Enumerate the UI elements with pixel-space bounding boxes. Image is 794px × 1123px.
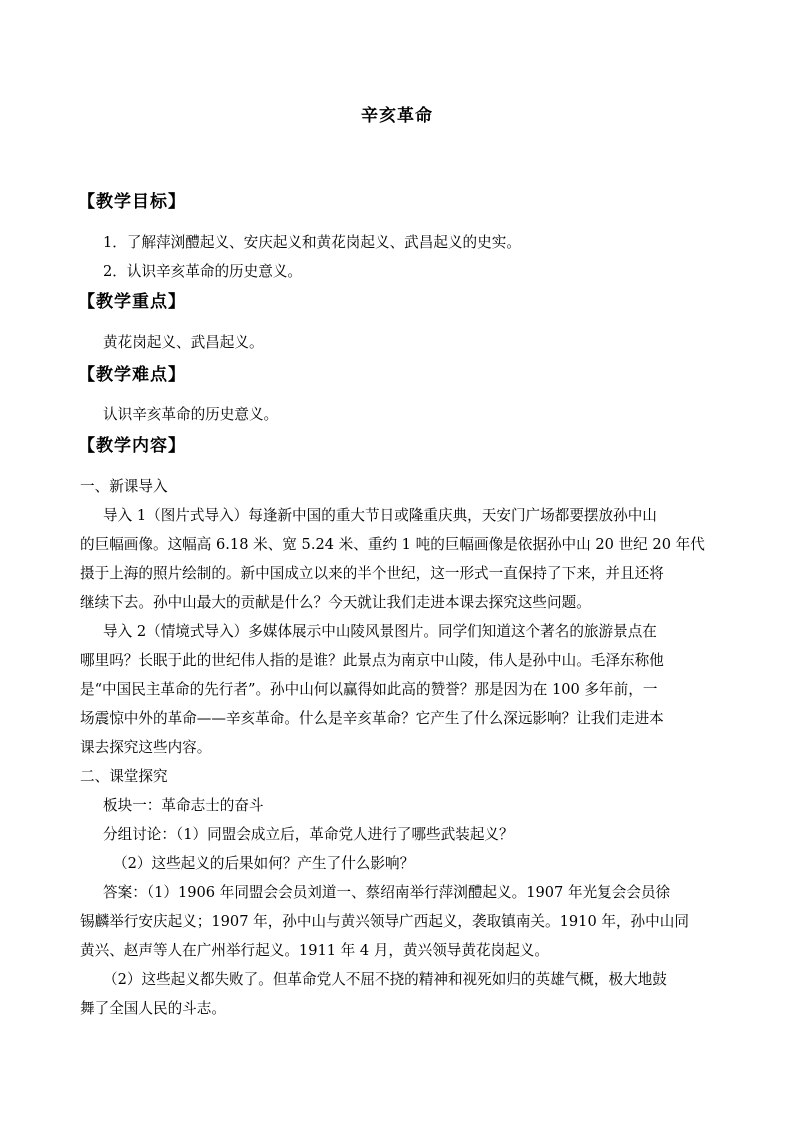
discussion-question: （2）这些起义的后果如何？产生了什么影响？ bbox=[113, 855, 415, 872]
intro2-line: 哪里吗？长眠于此的世纪伟人指的是谁？此景点为南京中山陵，伟人是孙中山。毛泽东称他 bbox=[80, 652, 664, 669]
part-heading-intro: 一、新课导入 bbox=[80, 478, 168, 495]
intro2-line: 是“中国民主革命的先行者”。孙中山何以赢得如此高的赞誉？那是因为在 100 多年前，一 bbox=[80, 681, 658, 698]
discussion-question: 分组讨论：（1）同盟会成立后，革命党人进行了哪些武装起义？ bbox=[103, 826, 514, 843]
section-heading-content: 【教学内容】 bbox=[78, 436, 186, 456]
objective-item: 1．了解萍浏醴起义、安庆起义和黄花岗起义、武昌起义的史实。 bbox=[103, 234, 521, 251]
intro2-line: 课去探究这些内容。 bbox=[80, 739, 212, 756]
answer2-line: （2）这些起义都失败了。但革命党人不屈不挠的精神和视死如归的英雄气概，极大地鼓 bbox=[103, 971, 667, 988]
intro1-line: 的巨幅画像。这幅高 6.18 米、宽 5.24 米、重约 1 吨的巨幅画像是依据孙中山 20 世纪 20 年代 bbox=[80, 536, 705, 553]
section-heading-key-points: 【教学重点】 bbox=[78, 292, 186, 312]
answer1-line: 锡麟举行安庆起义；1907 年，孙中山与黄兴领导广西起义，袭取镇南关。1910 年，孙中山同 bbox=[80, 913, 689, 930]
section-heading-difficulties: 【教学难点】 bbox=[78, 365, 186, 385]
answer1-line: 黄兴、赵声等人在广州举行起义。1911 年 4 月，黄兴领导黄花岗起义。 bbox=[80, 942, 549, 959]
answer2-line: 舞了全国人民的斗志。 bbox=[80, 1000, 226, 1017]
part-heading-exploration: 二、课堂探究 bbox=[80, 768, 168, 785]
answer1-line: 答案：（1）1906 年同盟会会员刘道一、蔡绍南举行萍浏醴起义。1907 年光复会会员徐 bbox=[103, 884, 671, 901]
section-heading-objectives: 【教学目标】 bbox=[78, 192, 186, 212]
intro1-line: 摄于上海的照片绘制的。新中国成立以来的半个世纪，这一形式一直保持了下来，并且还将 bbox=[80, 565, 664, 582]
module-heading: 板块一：革命志士的奋斗 bbox=[103, 797, 264, 814]
page-title: 辛亥革命 bbox=[361, 106, 433, 126]
key-points-text: 黄花岗起义、武昌起义。 bbox=[103, 334, 264, 351]
intro1-line: 导入 1（图片式导入）每逢新中国的重大节日或隆重庆典，天安门广场都要摆放孙中山 bbox=[103, 507, 657, 524]
objective-item: 2．认识辛亥革命的历史意义。 bbox=[103, 263, 303, 280]
intro2-line: 导入 2（情境式导入）多媒体展示中山陵风景图片。同学们知道这个著名的旅游景点在 bbox=[103, 623, 657, 640]
intro2-line: 场震惊中外的革命——辛亥革命。什么是辛亥革命？它产生了什么深远影响？让我们走进本 bbox=[80, 710, 664, 727]
difficulties-text: 认识辛亥革命的历史意义。 bbox=[103, 406, 279, 423]
intro1-line: 继续下去。孙中山最大的贡献是什么？今天就让我们走进本课去探究这些问题。 bbox=[80, 594, 591, 611]
